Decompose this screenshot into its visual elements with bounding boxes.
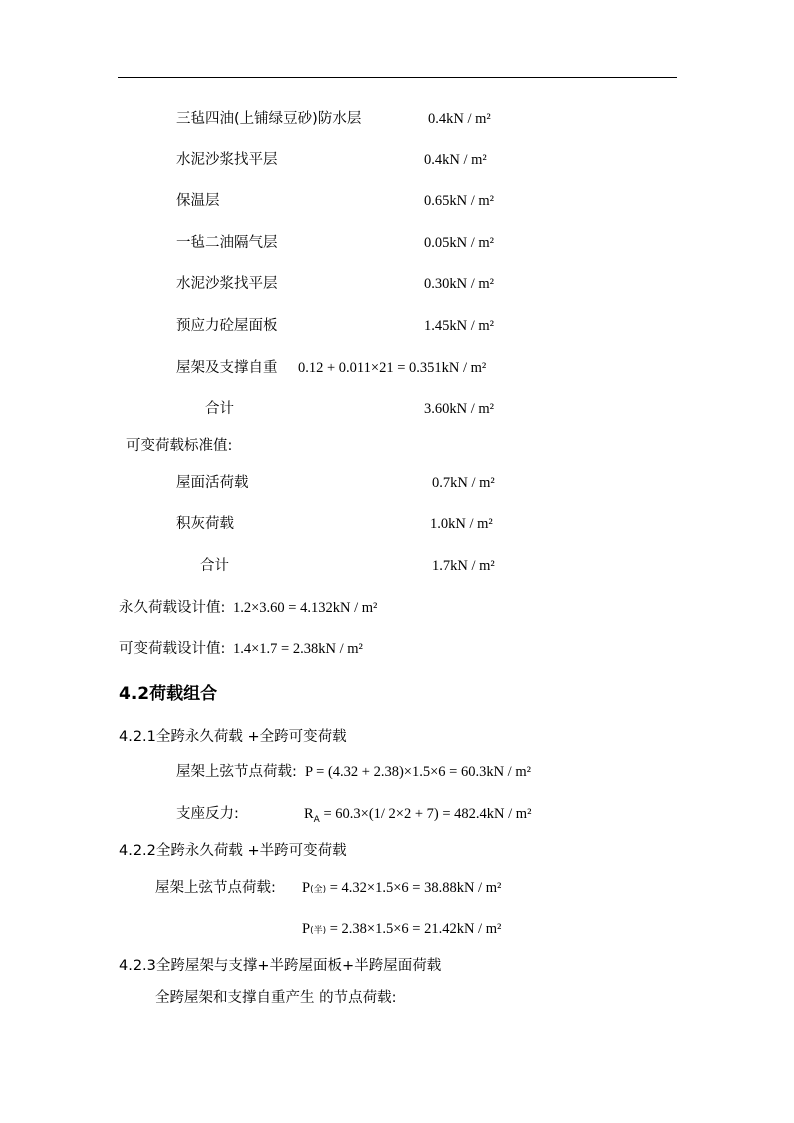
case2-node-label: 屋架上弦节点荷载: <box>155 880 276 896</box>
case2-p-half-prefix: P <box>302 921 311 937</box>
dead-load-value-6: 0.12 + 0.011×21 = 0.351kN / m² <box>298 360 487 376</box>
dead-load-value-3: 0.05kN / m² <box>424 235 495 251</box>
dead-load-value-4: 0.30kN / m² <box>424 276 495 292</box>
section-title: 4.2荷载组合 <box>119 684 218 704</box>
case2-p-half <box>302 920 501 940</box>
dead-load-value-0: 0.4kN / m² <box>428 111 491 127</box>
case2-p-full <box>302 879 501 899</box>
case3-title: 4.2.3全跨屋架与支撑+半跨屋面板+半跨屋面荷载 <box>119 958 442 974</box>
case1-reaction-value: = 60.3×(1/ 2×2 + 7) = 482.4kN / m² <box>319 806 532 822</box>
case1-reaction-formula <box>304 805 531 829</box>
dead-design-label: 永久荷载设计值: <box>119 600 226 616</box>
case2-p-full-sub: (全) <box>310 885 327 895</box>
dead-total-label: 合计 <box>205 401 234 417</box>
case1-title: 4.2.1全跨永久荷载 +全跨可变荷载 <box>119 729 347 745</box>
case1-node-label: 屋架上弦节点荷载: <box>176 764 297 780</box>
dead-load-value-1: 0.4kN / m² <box>424 152 487 168</box>
case2-p-half-value: = 2.38×1.5×6 = 21.42kN / m² <box>326 921 502 937</box>
dead-load-value-5: 1.45kN / m² <box>424 318 495 334</box>
case2-title: 4.2.2全跨永久荷载 +半跨可变荷载 <box>119 843 347 859</box>
dead-load-value-2: 0.65kN / m² <box>424 193 495 209</box>
case2-p-full-prefix: P <box>302 880 311 896</box>
live-total-value: 1.7kN / m² <box>432 558 495 574</box>
dead-design-value: 1.2×3.60 = 4.132kN / m² <box>233 600 378 616</box>
header-rule <box>118 77 677 78</box>
case2-p-half-sub: (半) <box>310 926 327 936</box>
case1-reaction-symbol: R <box>304 806 314 822</box>
live-total-label: 合计 <box>200 558 229 574</box>
live-heading: 可变荷载标准值: <box>126 438 233 454</box>
case2-p-full-value: = 4.32×1.5×6 = 38.88kN / m² <box>326 880 502 896</box>
live-design-label: 可变荷载设计值: <box>119 641 226 657</box>
live-load-value-0: 0.7kN / m² <box>432 475 495 491</box>
live-load-value-1: 1.0kN / m² <box>430 516 493 532</box>
case1-node-value: P = (4.32 + 2.38)×1.5×6 = 60.3kN / m² <box>305 764 531 780</box>
dead-load-name-6: 屋架及支撑自重 <box>176 360 278 376</box>
dead-load-name-2: 保温层 <box>176 193 220 209</box>
live-load-name-1: 积灰荷载 <box>176 516 234 532</box>
dead-total-value: 3.60kN / m² <box>424 401 495 417</box>
live-design-value: 1.4×1.7 = 2.38kN / m² <box>233 641 363 657</box>
dead-load-name-1: 水泥沙浆找平层 <box>176 152 278 168</box>
case3-text: 全跨屋架和支撑自重产生 的节点荷载: <box>155 990 397 1006</box>
dead-load-name-3: 一毡二油隔气层 <box>176 235 278 251</box>
live-load-name-0: 屋面活荷载 <box>176 475 249 491</box>
dead-load-name-5: 预应力砼屋面板 <box>176 318 278 334</box>
dead-load-name-4: 水泥沙浆找平层 <box>176 276 278 292</box>
case1-reaction-label: 支座反力: <box>176 806 239 822</box>
case1-reaction-sub: A <box>313 814 320 825</box>
dead-load-name-0: 三毡四油(上铺绿豆砂)防水层 <box>176 111 362 127</box>
